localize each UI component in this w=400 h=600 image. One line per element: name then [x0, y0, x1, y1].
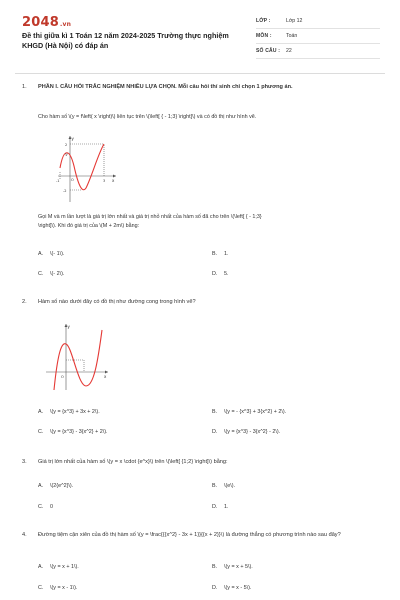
q1-question-line-2: \right]\). Khi đó giá trị của \(M + 2m\) bằng:	[38, 223, 140, 229]
q2-option-a[interactable]: A. \(y = {x^3} + 3x + 2\).	[38, 409, 100, 415]
meta-subject: MÔN : Toán	[256, 29, 380, 44]
q4-option-c[interactable]: C. \(y = x - 1\).	[38, 585, 78, 591]
q3-option-c[interactable]: C. 0	[38, 504, 53, 510]
q1-curve	[60, 144, 104, 190]
question-2: 2. Hàm số nào dưới đây có đồ thị như đường cong trong hình vẽ?	[22, 298, 382, 307]
svg-text:O: O	[61, 375, 64, 379]
svg-text:1: 1	[65, 153, 68, 157]
q1-graph	[56, 132, 118, 204]
q4-option-d[interactable]: D. \(y = x - 5\).	[212, 585, 252, 591]
exam-meta	[256, 14, 380, 59]
q4-option-b[interactable]: B. \(y = x + 5\).	[212, 564, 253, 570]
q1-option-a[interactable]: A. \(- 1\).	[38, 251, 65, 257]
q3-option-d[interactable]: D. 1.	[212, 504, 229, 510]
q2-graph	[44, 320, 110, 392]
q4-statement: Đường tiệm cận xiên của đồ thị hàm số \(y = \frac{{{x^2} - 3x + 1}}{{x + 2}}\) là đường thẳng có phương trình nào sau đây?	[38, 532, 341, 538]
meta-class: LỚP : Lớp 12	[256, 14, 380, 29]
q4-option-a[interactable]: A. \(y = x + 1\).	[38, 564, 79, 570]
svg-text:3: 3	[103, 179, 106, 183]
meta-count: SỐ CÂU : 22	[256, 44, 380, 59]
svg-text:y: y	[71, 136, 74, 141]
svg-text:y: y	[67, 324, 70, 329]
document-title: Đề thi giữa kì 1 Toán 12 năm 2024-2025 Trường thực nghiệm KHGD (Hà Nội) có đáp án	[22, 31, 229, 50]
q1-question-line: Gọi M và m lần lượt là giá trị lớn nhất và giá trị nhỏ nhất của hàm số đã cho trên \(\left[ { - 1;3}	[38, 214, 262, 220]
svg-text:-1: -1	[56, 179, 60, 183]
page-header	[0, 0, 400, 68]
q2-statement: Hàm số nào dưới đây có đồ thị như đường cong trong hình vẽ?	[38, 299, 196, 305]
question-4: 4. Đường tiệm cận xiên của đồ thị hàm số \(y = \frac{{{x^2} - 3x + 1}}{{x + 2}}\) là đường thẳng có phương trình nào sau đây?	[22, 531, 382, 540]
site-logo[interactable]: 2048.vn	[22, 15, 72, 30]
q3-statement: Giá trị lớn nhất của hàm số \(y = x \cdot {e^x}\) trên \(\left[ {1;2} \right]\) bằng:	[38, 459, 228, 465]
question-3: 3. Giá trị lớn nhất của hàm số \(y = x \cdot {e^x}\) trên \(\left[ {1;2} \right]\) bằng:	[22, 458, 382, 467]
svg-text:O: O	[71, 178, 74, 182]
q2-option-b[interactable]: B. \(y = - {x^3} + 3{x^2} + 2\).	[212, 409, 287, 415]
svg-text:2: 2	[65, 143, 68, 147]
q1-option-d[interactable]: D. 5.	[212, 271, 229, 277]
q3-option-a[interactable]: A. \(2{e^2}\).	[38, 483, 74, 489]
header-divider	[15, 73, 385, 74]
q3-option-b[interactable]: B. \(e\).	[212, 483, 236, 489]
section-heading: PHẦN I. CÂU HỎI TRẮC NGHIỆM NHIỀU LỰA CHỌN. Mỗi câu hỏi thí sinh chỉ chọn 1 phương án.	[38, 84, 293, 90]
q1-option-b[interactable]: B. 1.	[212, 251, 229, 257]
q2-option-d[interactable]: D. \(y = {x^3} - 3{x^2} - 2\).	[212, 429, 281, 435]
q1-statement: Cho hàm số \(y = f\left( x \right)\) liên tục trên \(\left[ { - 1;3} \right]\) và có đồ thị như hình vẽ.	[38, 114, 257, 120]
q1-option-c[interactable]: C. \(- 2\).	[38, 271, 65, 277]
svg-text:x: x	[112, 178, 115, 183]
question-1: 1. PHẦN I. CÂU HỎI TRẮC NGHIỆM NHIỀU LỰA CHỌN. Mỗi câu hỏi thí sinh chỉ chọn 1 phương án.	[22, 83, 382, 92]
svg-text:x: x	[104, 374, 107, 379]
svg-text:-2: -2	[63, 189, 67, 193]
q2-option-c[interactable]: C. \(y = {x^3} - 3{x^2} + 2\).	[38, 429, 108, 435]
